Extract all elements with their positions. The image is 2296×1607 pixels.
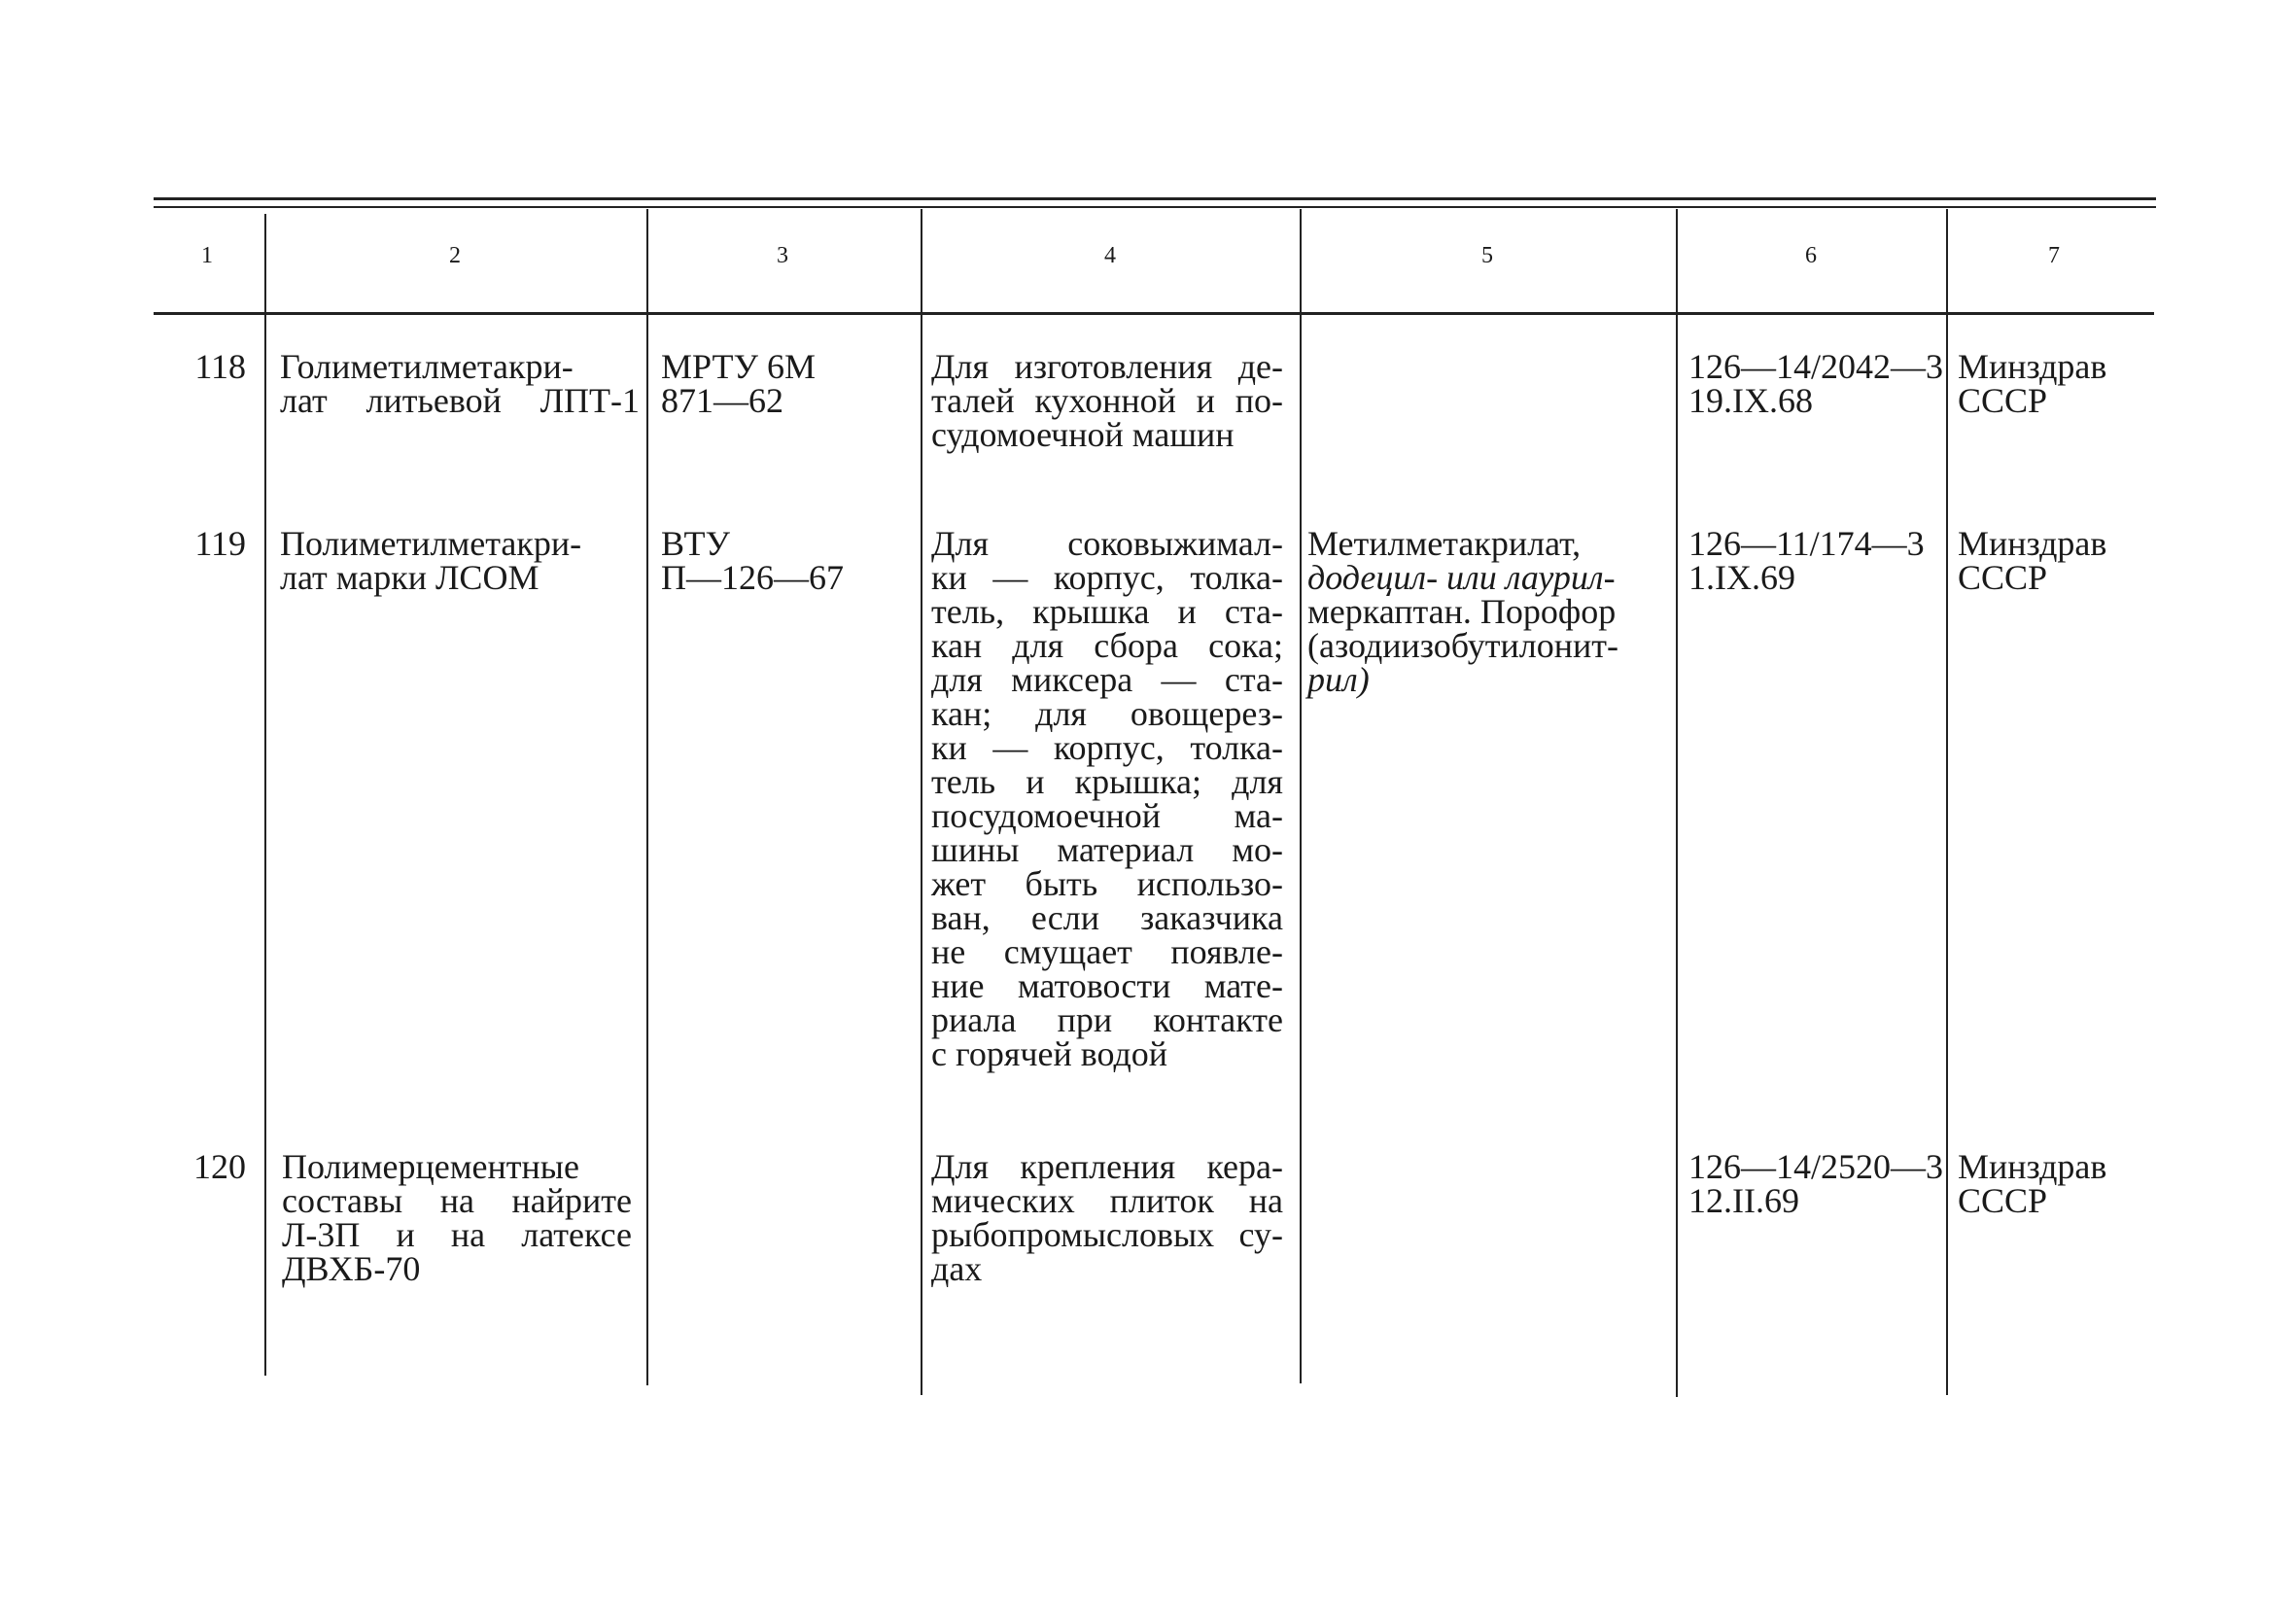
cell-line: с горячей водой [931,1034,1168,1073]
row-number: 119 [194,524,246,563]
cell-line: кан; для овощерез- [931,694,1283,733]
cell-line: ВТУ [661,524,731,563]
material-name [282,1147,632,1288]
cell-line: 12.II.69 [1688,1181,1799,1220]
row-number: 120 [193,1147,246,1186]
cell-line: ван, если заказчика [931,898,1283,937]
column-header-6: 6 [1805,243,1817,268]
components-text [1307,524,1669,699]
cell-line: П—126—67 [661,558,844,597]
cell-line: посудомоечной ма- [931,796,1283,835]
cell-line: мических плиток на [931,1181,1283,1220]
cell-line: (азодиизобутилонит- [1307,626,1618,665]
cell-line: жет быть использо- [931,864,1283,903]
cell-line: 126—14/2520—3 [1688,1147,1944,1186]
cell-line: ки — корпус, толка- [931,558,1283,597]
cell-line: для миксера — ста- [931,660,1283,699]
material-name [280,524,640,597]
cell-line: 19.IX.68 [1688,381,1813,420]
cell-line: риала при контакте [931,1000,1283,1039]
cell-line: лат марки ЛСОМ [280,558,539,597]
cell-line: СССР [1958,1181,2048,1220]
cell-line: Метилметакрилат, [1307,524,1582,563]
column-header-7: 7 [2048,243,2060,268]
permit-number [1688,1147,1946,1220]
cell-line: Для крепления кера- [931,1147,1283,1186]
column-header-5: 5 [1481,243,1493,268]
cell-line: составы на найрите [282,1181,632,1220]
cell-line: Минздрав [1958,1147,2107,1186]
cell-line: Для соковыжимал- [931,524,1283,563]
purpose-text [931,524,1283,1073]
cell-line: 1.IX.69 [1688,558,1795,597]
column-header-4: 4 [1104,243,1116,268]
cell-line: СССР [1958,381,2048,420]
cell-line: 126—11/174—3 [1688,524,1925,563]
cell-line: МРТУ 6М [661,347,816,386]
cell-line: тель, крышка и ста- [931,592,1283,631]
cell-line: меркаптан. Порофор [1307,592,1617,631]
purpose-text [931,347,1283,454]
cell-line: дах [931,1249,983,1288]
cell-line: судомоечной машин [931,415,1235,454]
column-divider [1676,209,1678,1397]
cell-line: рыбопромысловых су- [931,1215,1283,1254]
permit-number [1688,347,1946,420]
cell-line: шины материал мо- [931,830,1283,869]
cell-line: Для изготовления де- [931,347,1283,386]
column-header-1: 1 [201,243,213,268]
cell-line: Минздрав [1958,524,2107,563]
cell-line: лат литьевой ЛПТ-1 [280,381,640,420]
column-header-3: 3 [777,243,788,268]
standard-ref [661,524,914,597]
column-header-2: 2 [449,243,461,268]
cell-line: тель и крышка; для [931,762,1283,801]
cell-line: Минздрав [1958,347,2107,386]
authority [1958,1147,2152,1220]
cell-line: ДВХБ-70 [282,1249,421,1288]
cell-line: додецил- или лаурил- [1307,558,1616,597]
cell-line: 126—14/2042—3 [1688,347,1944,386]
purpose-text [931,1147,1283,1288]
column-divider [921,209,922,1395]
permit-number [1688,524,1946,597]
cell-line: талей кухонной и по- [931,381,1283,420]
cell-line: Л-3П и на латексе [282,1215,632,1254]
column-divider [264,214,266,1376]
cell-line: 871—62 [661,381,783,420]
cell-line: Полимерцементные [282,1147,579,1186]
cell-line: кан для сбора сока; [931,626,1283,665]
cell-line: ки — корпус, толка- [931,728,1283,767]
cell-line: Полиметилметакри- [280,524,582,563]
column-divider [1946,209,1948,1395]
top-rule [154,197,2156,200]
material-name [280,347,640,420]
column-divider [1300,209,1302,1383]
authority [1958,524,2152,597]
cell-line: ние матовости мате- [931,966,1283,1005]
header-rule [154,312,2154,315]
column-divider [646,209,648,1385]
cell-line: рил) [1307,660,1370,699]
cell-line: СССР [1958,558,2048,597]
cell-line: Голиметилметакри- [280,347,574,386]
standard-ref [661,347,914,420]
authority [1958,347,2152,420]
cell-line: не смущает появле- [931,932,1283,971]
top-rule-secondary [154,206,2156,208]
row-number: 118 [194,347,246,386]
